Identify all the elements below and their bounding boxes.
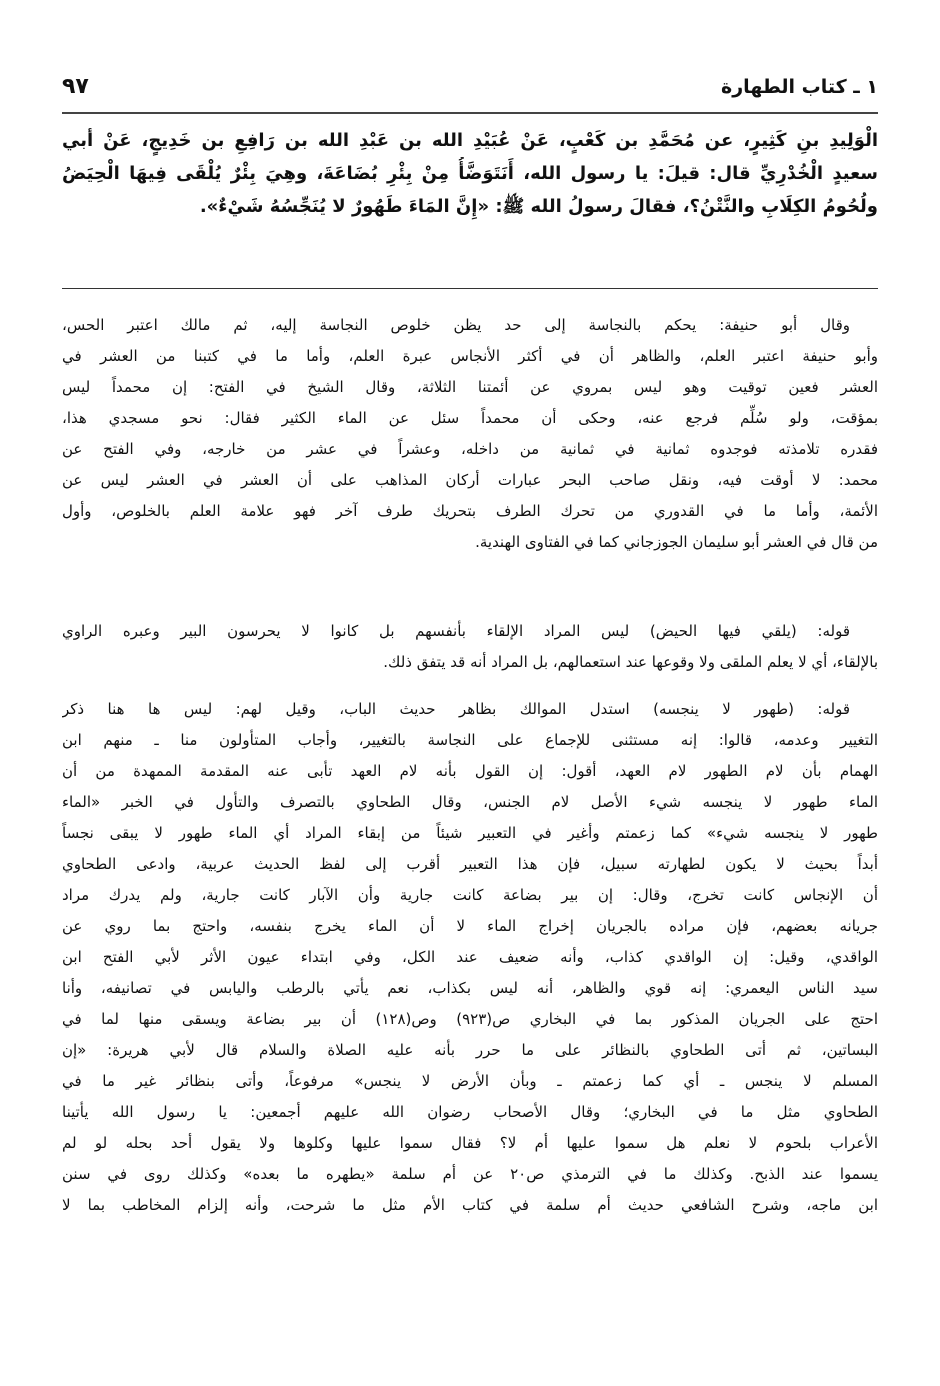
running-header [62,72,878,108]
text-line: سيد الناس اليعمري: إنه قوي والظاهر، أنه ليس بكذاب، نعم يأتي بالرطب واليابس في تصانيفه، وأنا [62,979,878,997]
text-line: ابن ماجه، وشرح الشافعي حديث أم سلمة في كتاب الأم مثل ما شرحت، وأنه إلزام المخاطب بما لا [62,1196,878,1214]
commentary-paragraph-2 [62,616,878,678]
text-line: الأعراب بلحوم لا نعلم هل سموا عليها أم لا؟ فقال سموا عليها وكلوها ولا يقول أحد بحله لو لم [62,1134,878,1152]
text-line: قوله: (يلقي فيها الحيض) ليس المراد الإلقاء بأنفسهم بل كانوا لا يحرسون البير وعبره الراوي [62,622,850,640]
page-number: ٩٧ [62,74,89,99]
hadith-line: ولُحُومُ الكِلَابِ والنَّتْنُ؟، فقالَ رسولُ الله ﷺ: «إِنَّ المَاءَ طَهُورٌ لا يُنَجِّسُهُ شَيْءٌ». [199,196,878,217]
text-line: وأبو حنيفة اعتبر العلم، والظاهر أن في أكثر الأنجاس عبرة العلم، وأما ما في كتبنا من العشر في [62,347,878,365]
text-line: الهمام بأن لام الطهور لام العهد، أقول: إن القول بأنه لام العهد تأبى عنه المقدمة الممهدة من أن [62,762,878,780]
text-line: احتج على الجريان المذكور بما في البخاري ص(٩٢٣) وص(١٢٨) أن بير بضاعة ويسقى منها لما في [62,1010,878,1028]
text-line: جريانه بعضهم، فإن مراده بالجريان إخراج الماء لا أن الماء يخرج بنفسه، واحتج بما روي عن [62,917,878,935]
text-line: محمد: لا أوقت فيه، ونقل صاحب البحر عبارات أركان المذاهب على أن العشر في العشر ليس عن [62,471,878,489]
text-line: أن الإنجاس كانت تخرج، وقال: إن بير بضاعة كانت جارية وأن الآبار كانت جارية، ولم يدرك مراد [62,886,878,904]
header-rule [62,112,878,114]
text-line: وقال أبو حنيفة: يحكم بالنجاسة إلى حد يظن خلوص النجاسة إليه، ثم مالك اعتبر الحس، [62,316,850,334]
text-line: بالإلقاء، أي لا يعلم الملقى ولا وقوعها عند استعمالهم، بل المراد أنه قد يتفق ذلك. [383,653,878,671]
commentary-paragraph-1 [62,310,878,558]
text-line: الماء طهور لا ينجسه شيء الأصل لام الجنس، وقال الطحاوي بالتصرف والتأول في الخبر «الماء [62,793,878,811]
commentary-separator [62,288,878,289]
text-line: يسموا عند الذبح. وكذلك ما في الترمذي ص٢٠ عن أم سلمة «يطهره ما بعده» وكذلك روى في سنن [62,1165,878,1183]
text-line: التغيير وعدمه، قالوا: إنه مستثنى للإجماع على النجاسة بالتغيير، وأجاب المتأولون منا ـ منهم ابن [62,731,878,749]
text-line: فقدره تلامذته فوجدوه ثمانية في ثمانية من داخله، وعشراً في عشر من خارجه، وفي الفتح عن [62,440,878,458]
text-line: بمؤقت، ولو سُلِّم فرجع عنه، وحكى أن محمداً سئل عن الماء الكثير فقال: نحو مسجدي هذا، [62,409,878,427]
text-line: الأئمة، وأما ما في القدوري من تحرك الطرف بتحريك طرف آخر فهو علامة العلم بالخلوص، وأول [62,502,878,520]
commentary-paragraph-3 [62,694,878,1221]
hadith-line: سعيدٍ الْخُدْرِيِّ قال: قيلَ: يا رسول الله، أَنَتَوَضَّأُ مِنْ بِئْرِ بُضَاعَةَ، وهِيَ بِئْرٌ يُلْقَى فِيهَا الْحِيَضُ [62,163,878,184]
text-line: الطحاوي مثل ما في البخاري؛ وقال الأصحاب رضوان الله عليهم أجمعين: يا رسول الله يأتينا [62,1103,878,1121]
text-line: البساتين، ثم أتى الطحاوي بالنظائر على ما حرر بأنه عليه الصلاة والسلام قال لأبي هريرة: «إن [62,1041,878,1059]
text-line: طهور لا ينجسه شيء» كما زعمتم وأغير في التعبير شيئاً من إبقاء المراد أي الماء طهور لا يبقى نجساً [62,824,878,842]
text-line: من قال في العشر أبو سليمان الجوزجاني كما في الفتاوى الهندية. [475,533,878,551]
chapter-title: ١ ـ كتاب الطهارة [721,76,878,98]
text-line: الواقدي، وقيل: إن الواقدي كذاب، وأنه ضعيف عند الكل، وفي ابتداء عيون الأثر لأبي الفتح ابن [62,948,878,966]
text-line: أبداً بحيث لا يكون لطهارته سبيل، فإن هذا التعبير أقرب إلى لفظ الحديث عربية، وادعى الطحاوي [62,855,878,873]
text-line: المسلم لا ينجس ـ أي كما زعمتم ـ وبأن الأرض لا ينجس» مرفوعاً، وأتى بنظائر غير ما في [62,1072,878,1090]
hadith-text [62,124,878,223]
text-line: العشر فعين توقيت وهو ليس بمروي عن أئمتنا الثلاثة، وقال الشيخ في الفتح: إن محمداً ليس [62,378,878,396]
hadith-line: الْوَلِيدِ بنِ كَثِيرٍ، عن مُحَمَّدِ بن كَعْبٍ، عَنْ عُبَيْدِ الله بن عَبْدِ الله بن رَافِعِ بن خَدِيجٍ، عَنْ أبي [62,130,878,151]
text-line: قوله: (طهور لا ينجسه) استدل الموالك بظاهر حديث الباب، وقيل لهم: ليس ها هنا ذكر [62,700,850,718]
